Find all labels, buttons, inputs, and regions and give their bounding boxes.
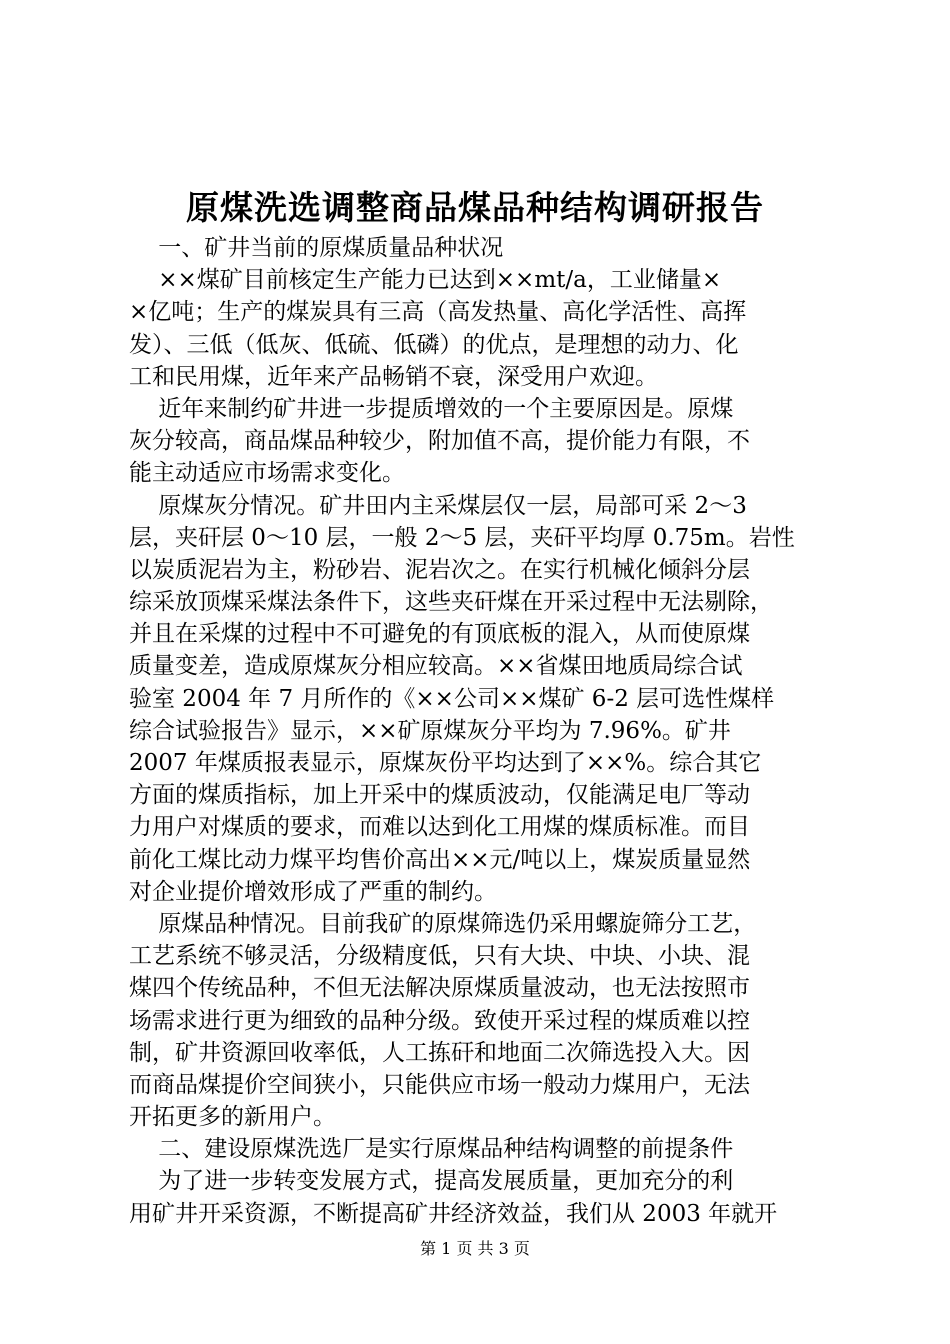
text-line: 用矿井开采资源，不断提高矿井经济效益，我们从 2003 年就开	[129, 1200, 778, 1227]
text-line: 原煤品种情况。目前我矿的原煤筛选仍采用螺旋筛分工艺，	[129, 910, 757, 937]
text-line: 方面的煤质指标，加上开采中的煤质波动，仅能满足电厂等动	[129, 782, 750, 809]
text-line: 开拓更多的新用户。	[129, 1104, 336, 1131]
text-line: 综合试验报告》显示，××矿原煤灰分平均为 7.96%。矿井	[129, 717, 731, 744]
text-line: 近年来制约矿井进一步提质增效的一个主要原因是。原煤	[129, 395, 734, 422]
text-line: 对企业提价增效形成了严重的制约。	[129, 878, 497, 905]
text-line: 以炭质泥岩为主，粉砂岩、泥岩次之。在实行机械化倾斜分层	[129, 556, 750, 583]
text-line: 并且在采煤的过程中不可避免的有顶底板的混入，从而使原煤	[129, 621, 750, 648]
document-title: 原煤洗选调整商品煤品种结构调研报告	[186, 188, 764, 227]
text-line: 发）、三低（低灰、低硫、低磷）的优点，是理想的动力、化	[129, 331, 739, 358]
text-line: 制，矿井资源回收率低，人工拣矸和地面二次筛选投入大。因	[129, 1039, 750, 1066]
text-line: 2007 年煤质报表显示，原煤灰份平均达到了××%。综合其它	[129, 750, 762, 776]
document-body	[129, 232, 829, 1230]
text-line: 而商品煤提价空间狭小，只能供应市场一般动力煤用户，无法	[129, 1071, 750, 1098]
text-line: 质量变差，造成原煤灰分相应较高。××省煤田地质局综合试	[129, 653, 743, 680]
text-line: 力用户对煤质的要求，而难以达到化工用煤的煤质标准。而目	[129, 814, 750, 841]
text-line: 工和民用煤，近年来产品畅销不衰，深受用户欢迎。	[129, 363, 658, 390]
text-line: 场需求进行更为细致的品种分级。致使开采过程的煤质难以控	[129, 1007, 750, 1034]
text-line: 层，夹矸层 0～10 层，一般 2～5 层，夹矸平均厚 0.75m。岩性	[129, 524, 795, 551]
text-line: 验室 2004 年 7 月所作的《××公司××煤矿 6-2 层可选性煤样	[129, 685, 775, 712]
text-line: 一、矿井当前的原煤质量品种状况	[129, 235, 504, 261]
text-line: 综采放顶煤采煤法条件下，这些夹矸煤在开采过程中无法剔除，	[129, 589, 773, 616]
page-footer: 第 1 页 共 3 页	[420, 1239, 530, 1258]
text-line: 工艺系统不够灵活，分级精度低，只有大块、中块、小块、混	[129, 943, 750, 970]
text-line: ××煤矿目前核定生产能力已达到××mt/a，工业储量×	[129, 267, 722, 294]
text-line: 煤四个传统品种，不但无法解决原煤质量波动，也无法按照市	[129, 975, 750, 1002]
text-line: 前化工煤比动力煤平均售价高出××元/吨以上，煤炭质量显然	[129, 846, 751, 873]
text-line: 灰分较高，商品煤品种较少，附加值不高，提价能力有限，不	[129, 428, 750, 455]
text-line: 能主动适应市场需求变化。	[129, 460, 405, 487]
text-line: 二、建设原煤洗选厂是实行原煤品种结构调整的前提条件	[129, 1136, 734, 1163]
text-line: 为了进一步转变发展方式，提高发展质量，更加充分的利	[129, 1168, 734, 1195]
text-line: ×亿吨；生产的煤炭具有三高（高发热量、高化学活性、高挥	[129, 299, 747, 326]
text-line: 原煤灰分情况。矿井田内主采煤层仅一层，局部可采 2～3	[129, 492, 747, 519]
